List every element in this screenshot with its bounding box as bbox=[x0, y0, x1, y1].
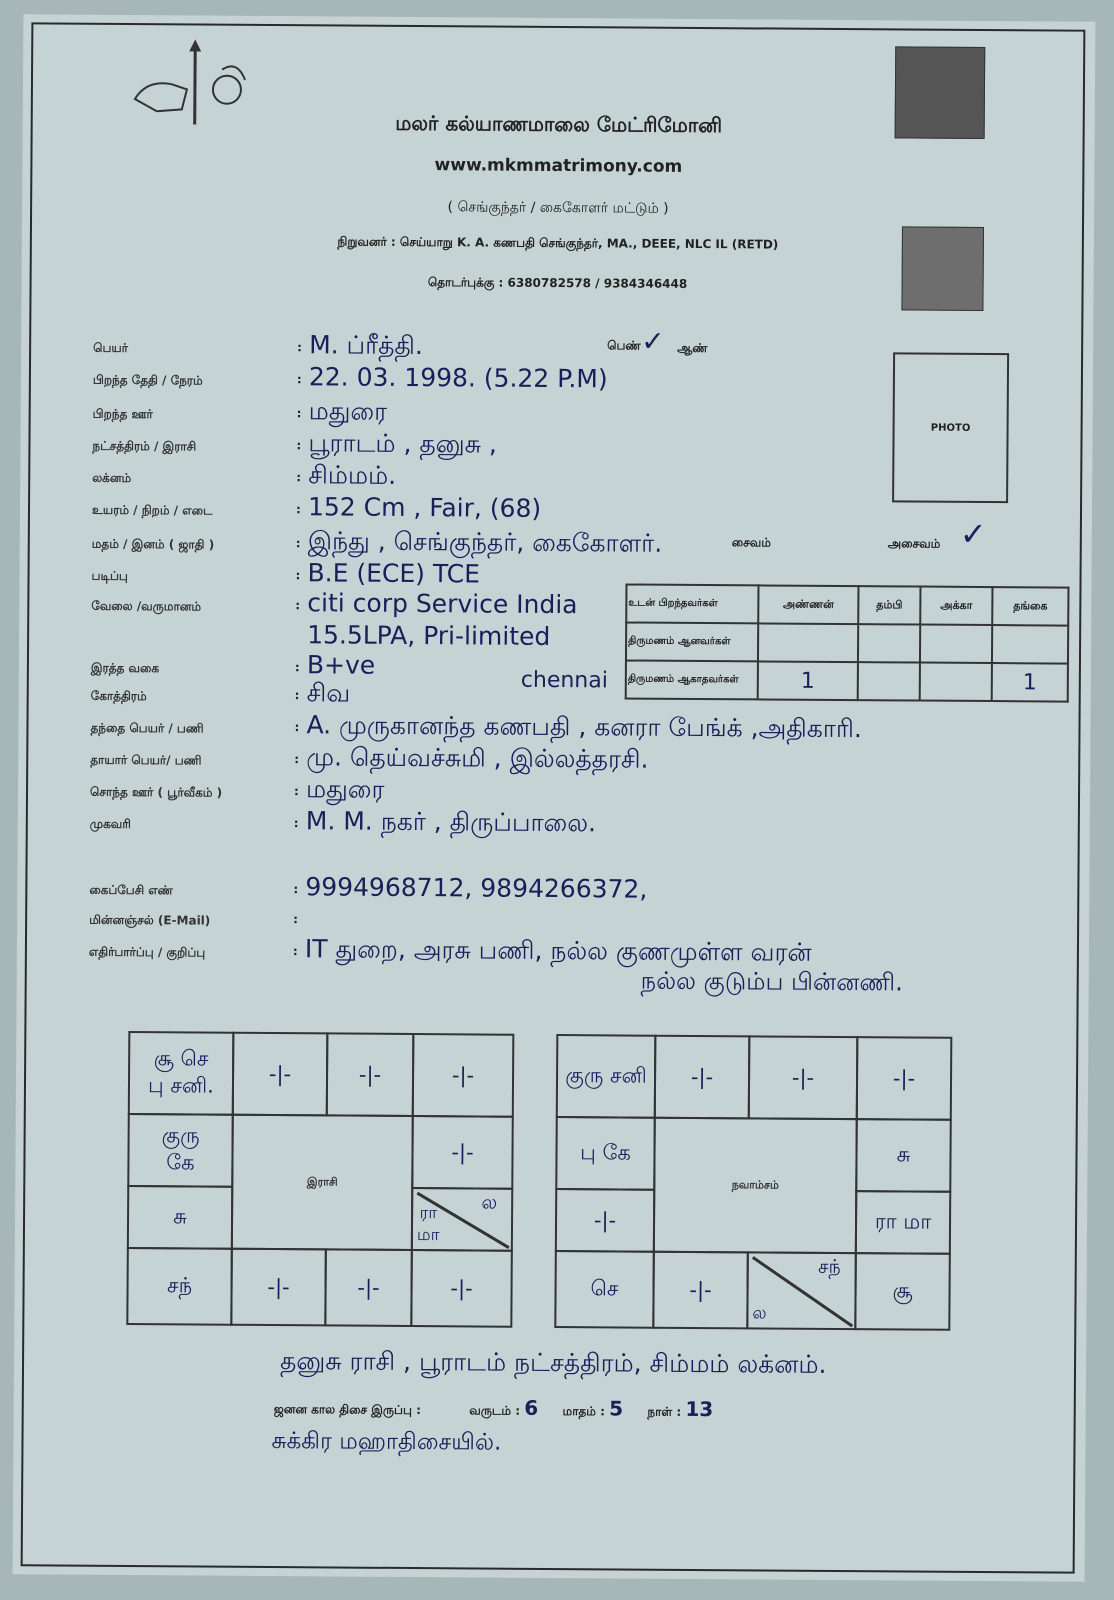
field-value: பூராடம் , தனுசு , bbox=[308, 428, 498, 459]
field-colon: : bbox=[296, 372, 302, 387]
sib-header-1: அண்ணன் bbox=[758, 585, 858, 624]
field-value: மதுரை bbox=[305, 774, 385, 804]
website: www.mkmmatrimony.com bbox=[434, 155, 683, 177]
contact: தொடர்புக்கு : 6380782578 / 9384346448 bbox=[427, 275, 688, 291]
job-city: chennai bbox=[520, 667, 608, 694]
chart-house bbox=[411, 1187, 513, 1252]
chart-planet: சூ செ பு சனி. bbox=[148, 1046, 214, 1098]
field-label: உயரம் / நிறம் / எடை bbox=[91, 502, 213, 518]
dasa-label: ஜனன கால திசை இருப்பு : bbox=[273, 1402, 421, 1418]
biodata-sheet bbox=[13, 14, 1096, 1581]
field-colon: : bbox=[295, 598, 301, 613]
sib-header-0: உடன் பிறந்தவர்கள் bbox=[626, 585, 758, 624]
sib-header-2: தம்பி bbox=[858, 586, 920, 624]
chart-planet: -|- bbox=[791, 1065, 815, 1090]
field-colon: : bbox=[293, 912, 299, 927]
sib-cell bbox=[758, 623, 858, 662]
asaivam-tick: ✓ bbox=[959, 514, 987, 554]
chart-planet: -|- bbox=[451, 1063, 475, 1088]
chart-house bbox=[410, 1249, 513, 1328]
chart-planet: ல bbox=[481, 1191, 498, 1214]
field-colon: : bbox=[295, 568, 301, 583]
gender-female-label: பெண் bbox=[607, 338, 641, 353]
chart-house bbox=[127, 1185, 233, 1250]
chart-house bbox=[324, 1248, 413, 1327]
field-value: சிம்மம். bbox=[308, 460, 397, 490]
year-value: 6 bbox=[524, 1395, 539, 1420]
field-value: இந்து , செங்குந்தர், கைகோளர். bbox=[307, 526, 663, 558]
field-label: பிறந்த தேதி / நேரம் bbox=[92, 372, 203, 388]
asaivam-label: அசைவம் bbox=[887, 536, 941, 551]
field-colon: : bbox=[294, 752, 300, 767]
field-value: 22. 03. 1998. (5.22 P.M) bbox=[308, 362, 608, 394]
rasi-chart bbox=[126, 1031, 516, 1328]
dasa-text: சுக்கிர மஹாதிசையில். bbox=[271, 1428, 502, 1456]
sib-cell bbox=[920, 625, 992, 664]
chart-house bbox=[652, 1251, 749, 1330]
chart-house bbox=[232, 1032, 329, 1117]
chart-planet: சு bbox=[173, 1203, 188, 1228]
field-label: மதம் / இனம் ( ஜாதி ) bbox=[91, 536, 215, 552]
field-label: நட்சத்திரம் / இராசி bbox=[92, 438, 197, 454]
field-value: மு. தெய்வச்சுமி , இல்லத்தரசி. bbox=[306, 742, 649, 774]
field-label: லக்னம் bbox=[92, 470, 132, 486]
chart-house bbox=[746, 1251, 857, 1330]
chart-house bbox=[128, 1031, 235, 1116]
sib-row-unmarried-label: திருமணம் ஆகாதவர்கள் bbox=[626, 660, 758, 699]
chart-planet: செ bbox=[590, 1275, 619, 1300]
field-value: A. முருகானந்த கணபதி , கனரா பேங்க் ,அதிகாரி. bbox=[306, 710, 862, 744]
field-label: படிப்பு bbox=[91, 568, 128, 584]
field-colon: : bbox=[297, 340, 303, 355]
field-label: பிறந்த ஊர் bbox=[92, 406, 153, 422]
chart-planet: சந் bbox=[817, 1255, 841, 1279]
chart-planet: ல bbox=[752, 1303, 767, 1324]
sib-cell: 1 bbox=[992, 663, 1068, 702]
field-value: 9994968712, 9894266372, bbox=[305, 872, 648, 904]
field-colon: : bbox=[294, 688, 300, 703]
chart-house bbox=[654, 1035, 751, 1120]
field-label: கோத்திரம் bbox=[90, 688, 147, 704]
chart-house bbox=[326, 1032, 415, 1117]
chart-house bbox=[556, 1034, 657, 1119]
day-label: நாள் : bbox=[647, 1404, 682, 1419]
chart-house bbox=[855, 1190, 951, 1255]
chart-planet: சந் bbox=[166, 1272, 193, 1297]
navamsa-chart bbox=[554, 1034, 952, 1331]
chart-planet: -|- bbox=[357, 1275, 380, 1300]
sib-cell bbox=[992, 625, 1068, 664]
field-colon: : bbox=[296, 438, 302, 453]
siblings-table bbox=[625, 583, 1070, 702]
chart-planet: -|- bbox=[690, 1064, 714, 1090]
gender-female-tick: ✓ bbox=[641, 324, 665, 358]
chart-house bbox=[856, 1036, 953, 1121]
chart-house bbox=[126, 1247, 233, 1326]
chart-planet: பு கே bbox=[580, 1139, 631, 1165]
chart-house bbox=[854, 1252, 951, 1331]
sib-cell: 1 bbox=[758, 661, 858, 700]
chart-planet: ரா மா bbox=[416, 1203, 440, 1246]
summary-line: தனுசு ராசி , பூராடம் நட்சத்திரம், சிம்மம் லக்னம். bbox=[279, 1346, 827, 1379]
field-colon: : bbox=[293, 882, 299, 897]
chart-planet: -|- bbox=[268, 1062, 292, 1087]
field-label: முகவரி bbox=[89, 816, 131, 832]
field-value: B+ve bbox=[306, 650, 376, 680]
field-value: சிவ bbox=[306, 678, 351, 708]
photo-box bbox=[892, 352, 1009, 503]
chart-planet: -|- bbox=[358, 1062, 382, 1087]
chart-planet: -|- bbox=[593, 1208, 617, 1233]
chart-title: இராசி bbox=[306, 1174, 338, 1188]
field-value: 152 Cm , Fair, (68) bbox=[307, 492, 542, 523]
chart-planet: -|- bbox=[689, 1277, 712, 1303]
chart-planet: -|- bbox=[892, 1066, 916, 1091]
field-colon: : bbox=[295, 536, 301, 551]
expectation-line2: நல்ல குடும்ப பின்னணி. bbox=[640, 966, 903, 997]
field-value: M. M. நகர் , திருப்பாலை. bbox=[305, 806, 597, 838]
field-label: தந்தை பெயர் / பணி bbox=[90, 720, 204, 736]
field-label: இரத்த வகை bbox=[90, 660, 160, 676]
field-label: சொந்த ஊர் ( பூர்வீகம் ) bbox=[89, 784, 223, 800]
sib-cell bbox=[858, 662, 920, 700]
chart-planet: சு bbox=[896, 1141, 911, 1166]
sib-cell bbox=[920, 663, 992, 702]
chart-house bbox=[855, 1118, 952, 1193]
chart-center bbox=[231, 1114, 414, 1251]
chart-planet: -|- bbox=[267, 1275, 290, 1300]
chart-house bbox=[555, 1188, 655, 1253]
field-label: கைப்பேசி எண் bbox=[89, 882, 174, 898]
org-name: மலர் கல்யாணமாலை மேட்ரிமோனி bbox=[395, 110, 723, 138]
chart-planet: ரா மா bbox=[874, 1208, 932, 1234]
sib-cell bbox=[858, 624, 920, 662]
dasa-row bbox=[274, 1394, 714, 1421]
chart-title: நவாம்சம் bbox=[731, 1177, 779, 1192]
field-label: தாயார் பெயர்/ பணி bbox=[90, 752, 202, 768]
chart-center bbox=[653, 1117, 858, 1254]
gender-male-label: ஆண் bbox=[677, 340, 708, 356]
sib-header-4: தங்கை bbox=[992, 587, 1068, 626]
chart-house bbox=[411, 1115, 514, 1190]
chart-planet: சூ bbox=[892, 1277, 913, 1303]
field-label: வேலை /வருமானம் bbox=[91, 598, 202, 614]
year-label: வருடம் : bbox=[469, 1403, 521, 1418]
chart-planet: குரு சனி bbox=[565, 1062, 647, 1088]
chart-house bbox=[230, 1248, 327, 1327]
saivam-label: சைவம் bbox=[731, 535, 771, 550]
day-value: 13 bbox=[685, 1396, 714, 1422]
field-colon: : bbox=[294, 660, 300, 675]
field-colon: : bbox=[293, 784, 299, 799]
chart-planet: குரு கே bbox=[161, 1123, 200, 1175]
sib-header-3: அக்கா bbox=[920, 587, 992, 626]
chart-house bbox=[748, 1035, 859, 1120]
sib-row-married-label: திருமணம் ஆனவர்கள் bbox=[626, 622, 758, 661]
field-value: IT துறை, அரசு பணி, நல்ல குணமுள்ள வரன் bbox=[304, 934, 812, 967]
field-value: M. ப்ரீத்தி. bbox=[309, 330, 423, 361]
field-value: 15.5LPA, Pri-limited bbox=[307, 620, 551, 651]
field-value: citi corp Service India bbox=[307, 588, 578, 620]
month-value: 5 bbox=[609, 1396, 624, 1421]
community: ( செங்குந்தர் / கைகோளர் மட்டும் ) bbox=[447, 199, 669, 217]
chart-house bbox=[412, 1033, 515, 1118]
field-label: எதிர்பார்ப்பு / குறிப்பு bbox=[88, 944, 206, 960]
field-colon: : bbox=[293, 816, 299, 831]
field-label: பெயர் bbox=[93, 340, 129, 356]
month-label: மாதம் : bbox=[562, 1404, 605, 1419]
field-colon: : bbox=[292, 944, 298, 959]
chart-house bbox=[555, 1116, 656, 1191]
chart-planet: -|- bbox=[450, 1276, 473, 1301]
founder: நிறுவனர் : செய்யாறு K. A. கணபதி செங்குந்தர், MA., DEEE, NLC IL (RETD) bbox=[337, 234, 779, 252]
chart-house bbox=[554, 1250, 655, 1329]
field-colon: : bbox=[296, 470, 302, 485]
field-value: B.E (ECE) TCE bbox=[307, 558, 481, 589]
field-label: மின்னஞ்சல் (E-Mail) bbox=[89, 912, 211, 928]
field-colon: : bbox=[296, 406, 302, 421]
chart-planet: -|- bbox=[451, 1140, 474, 1165]
chart-house bbox=[127, 1113, 234, 1188]
field-colon: : bbox=[295, 502, 301, 517]
photo-label: PHOTO bbox=[930, 422, 971, 434]
field-value: மதுரை bbox=[308, 396, 388, 426]
field-colon: : bbox=[294, 720, 300, 735]
